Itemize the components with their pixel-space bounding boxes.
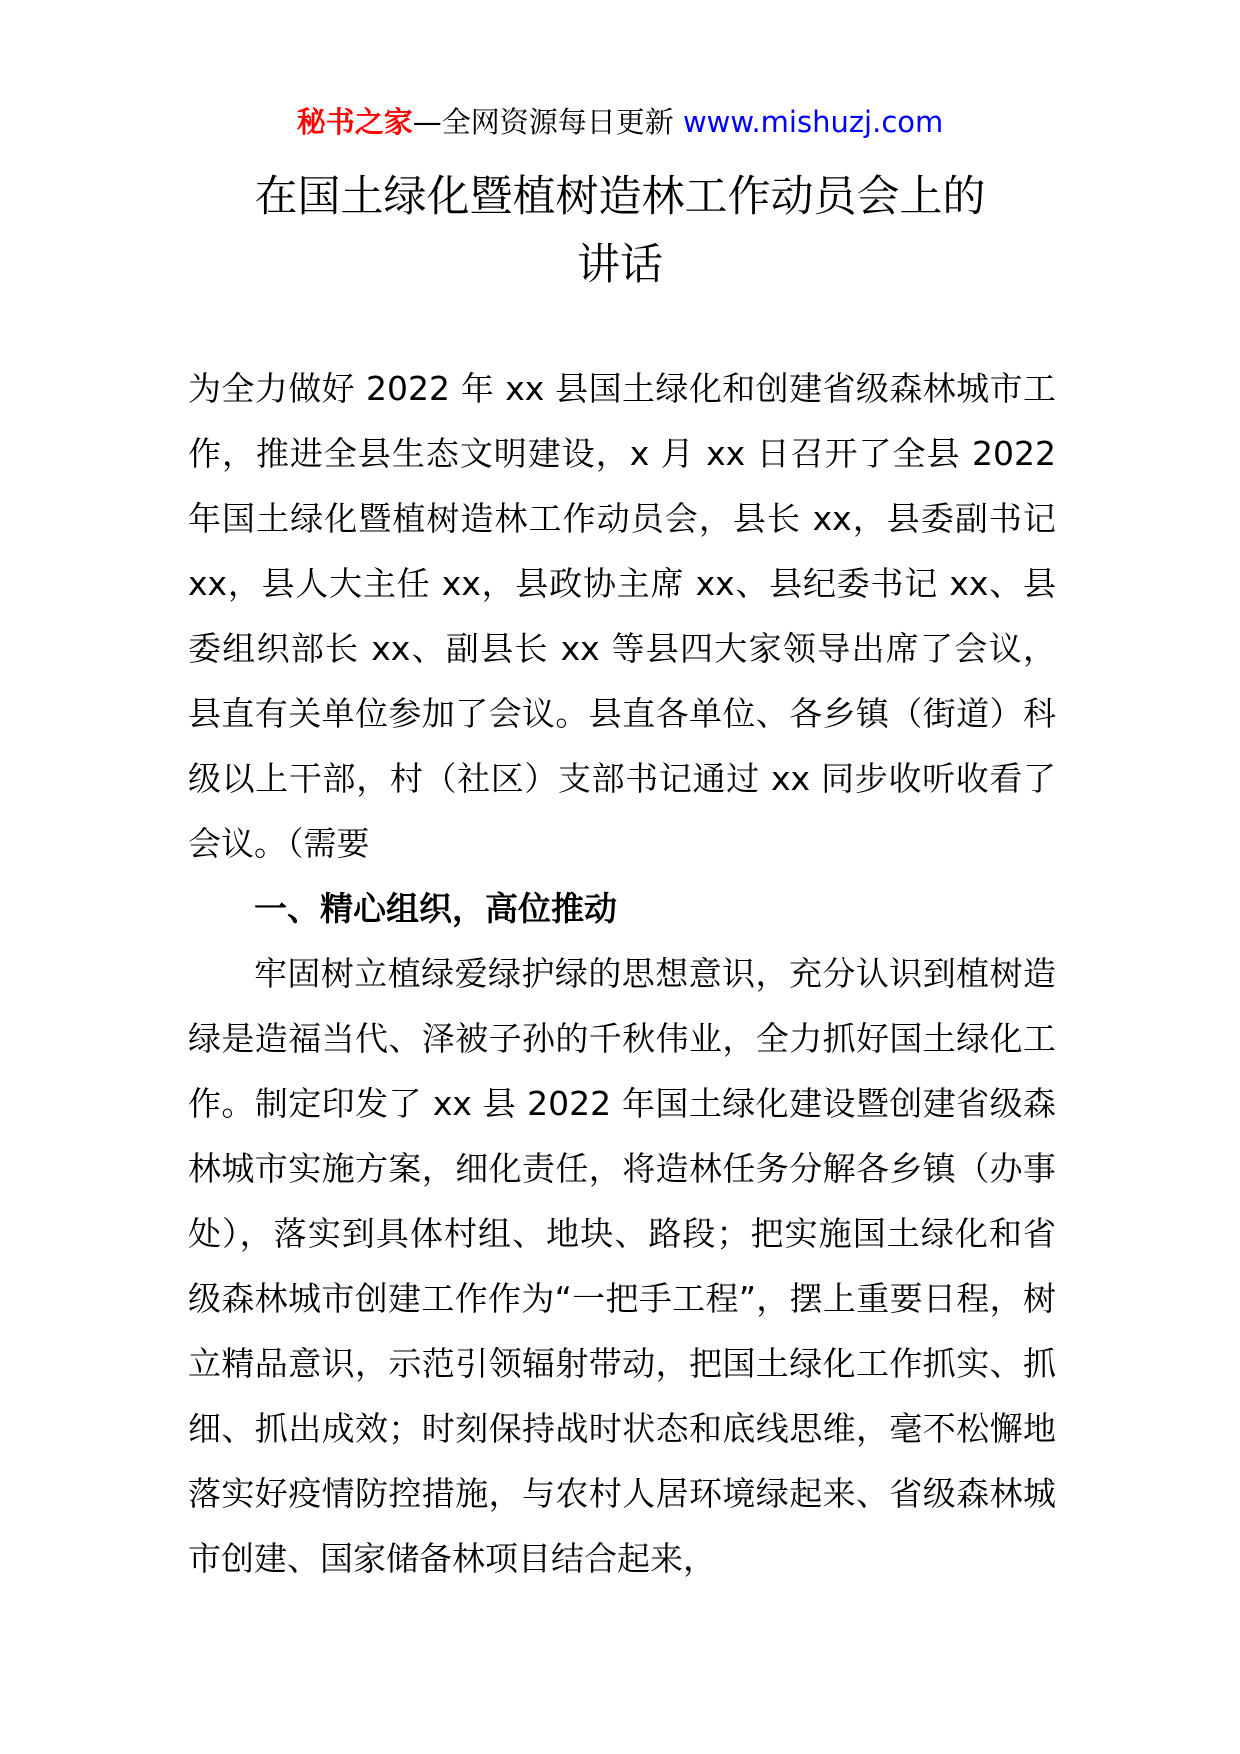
section-1-paragraph: 牢固树立植绿爱绿护绿的思想意识，充分认识到植树造绿是造福当代、泽被子孙的千秋伟业，全力抓好国土绿化工作。制定印发了 xx 县 2022 年国土绿化建设暨创建省级森林城市实施方案，细化责任，将造林任务分解各乡镇（办事处），落实到具体村组、地块、路段；把实施国土绿化和省级森林城市创建工作作为“一把手工程”，摆上重要日程，树立精品意识，示范引领辐射带动，把国土绿化工作抓实、抓细、抓出成效；时刻保持战时状态和底线思维，毫不松懈地落实好疫情防控措施，与农村人居环境绿起来、省级森林城市创建、国家储备林项目结合起来， [188, 954, 1056, 1578]
site-url-link[interactable]: www.mishuzj.com [682, 105, 944, 139]
title-line-1: 在国土绿化暨植树造林工作动员会上的 [254, 172, 986, 222]
site-header [0, 100, 1240, 144]
intro-paragraph: 为全力做好 2022 年 xx 县国土绿化和创建省级森林城市工作，推进全县生态文明建设，x 月 xx 日召开了全县 2022 年国土绿化暨植树造林工作动员会，县长 xx，县委副书记 xx，县人大主任 xx，县政协主席 xx、县纪委书记 xx、县委组织部长 xx、副县长 xx 等县四大家领导出席了会议，县直有关单位参加了会议。县直各单位、各乡镇（街道）科级以上干部，村（社区）支部书记通过 xx 同步收听收看了会议。（需要 [188, 369, 1056, 863]
site-brand: 秘书之家 [296, 105, 413, 139]
document-body [188, 356, 1056, 1591]
site-slogan: —全网资源每日更新 [412, 105, 674, 139]
title-line-2: 讲话 [577, 240, 663, 290]
document-title [120, 163, 1120, 299]
section-1-heading: 一、精心组织，高位推动 [254, 889, 617, 928]
